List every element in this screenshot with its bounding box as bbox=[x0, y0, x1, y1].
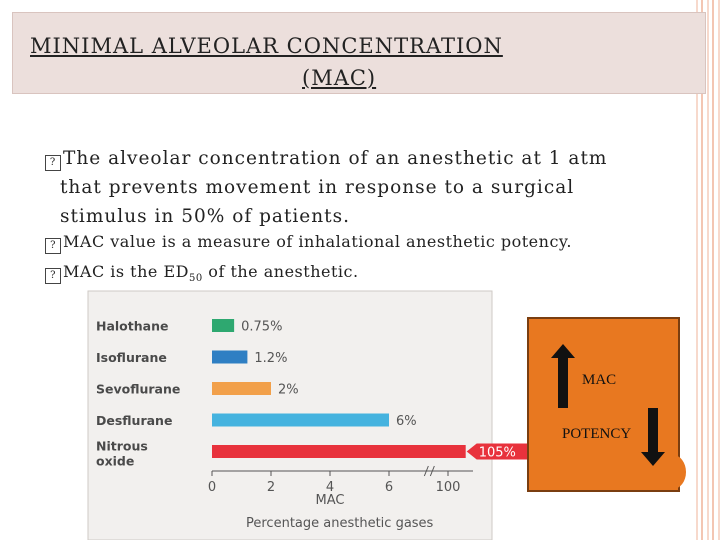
bar bbox=[212, 445, 466, 458]
slide-title-line2: (MAC) bbox=[302, 66, 377, 90]
x-tick-label: 6 bbox=[384, 480, 394, 495]
category-label: Sevoflurane bbox=[96, 381, 181, 397]
bullet-ed50 bbox=[45, 262, 359, 284]
value-label: 2% bbox=[278, 382, 299, 398]
arrow-down-icon bbox=[641, 408, 665, 466]
bullet-definition bbox=[45, 144, 607, 231]
category-label: oxide bbox=[96, 453, 135, 469]
bar bbox=[212, 319, 234, 332]
value-label: 0.75% bbox=[241, 319, 283, 335]
potency-label: POTENCY bbox=[562, 426, 632, 442]
chart-caption: Percentage anesthetic gases bbox=[246, 516, 434, 531]
bullet-potency-text: MAC value is a measure of inhalational anesthetic potency. bbox=[63, 232, 572, 251]
category-label: Isoflurane bbox=[96, 350, 167, 365]
value-label: 1.2% bbox=[254, 351, 288, 366]
bullet-ed50-post: of the anesthetic. bbox=[202, 262, 359, 281]
x-tick-label: 0 bbox=[207, 480, 217, 495]
bar bbox=[212, 414, 389, 427]
bullet-definition-line2: that prevents movement in response to a surgical bbox=[60, 177, 575, 198]
bullet-ed50-sub: 50 bbox=[188, 273, 203, 285]
value-label: 105% bbox=[478, 445, 516, 461]
bullet-definition-line1: The alveolar concentration of an anesthetic at 1 atm bbox=[63, 148, 608, 169]
x-tick-label: 2 bbox=[266, 480, 276, 495]
bar bbox=[212, 382, 271, 395]
category-label: Desflurane bbox=[96, 413, 173, 428]
category-label: Nitrous bbox=[96, 438, 148, 454]
x-tick-label: 4 bbox=[325, 480, 335, 495]
mac-label: MAC bbox=[582, 372, 617, 388]
arrow-up-icon bbox=[551, 344, 575, 408]
bullet-glyph-icon: ? bbox=[45, 155, 61, 171]
x-axis-title: MAC bbox=[315, 493, 345, 508]
bullet-ed50-pre: MAC is the ED bbox=[63, 262, 189, 281]
bullet-glyph-icon: ? bbox=[45, 268, 61, 284]
slide-title-line1: MINIMAL ALVEOLAR CONCENTRATION bbox=[30, 34, 503, 58]
bullet-potency bbox=[45, 232, 572, 254]
bar bbox=[212, 351, 247, 364]
category-label: Halothane bbox=[96, 318, 169, 334]
mac-bar-chart bbox=[88, 291, 516, 540]
bullet-definition-line3: stimulus in 50% of patients. bbox=[60, 206, 350, 227]
bullet-glyph-icon: ? bbox=[45, 238, 61, 254]
x-tick-label: 100 bbox=[435, 480, 461, 495]
value-label: 6% bbox=[396, 414, 417, 429]
